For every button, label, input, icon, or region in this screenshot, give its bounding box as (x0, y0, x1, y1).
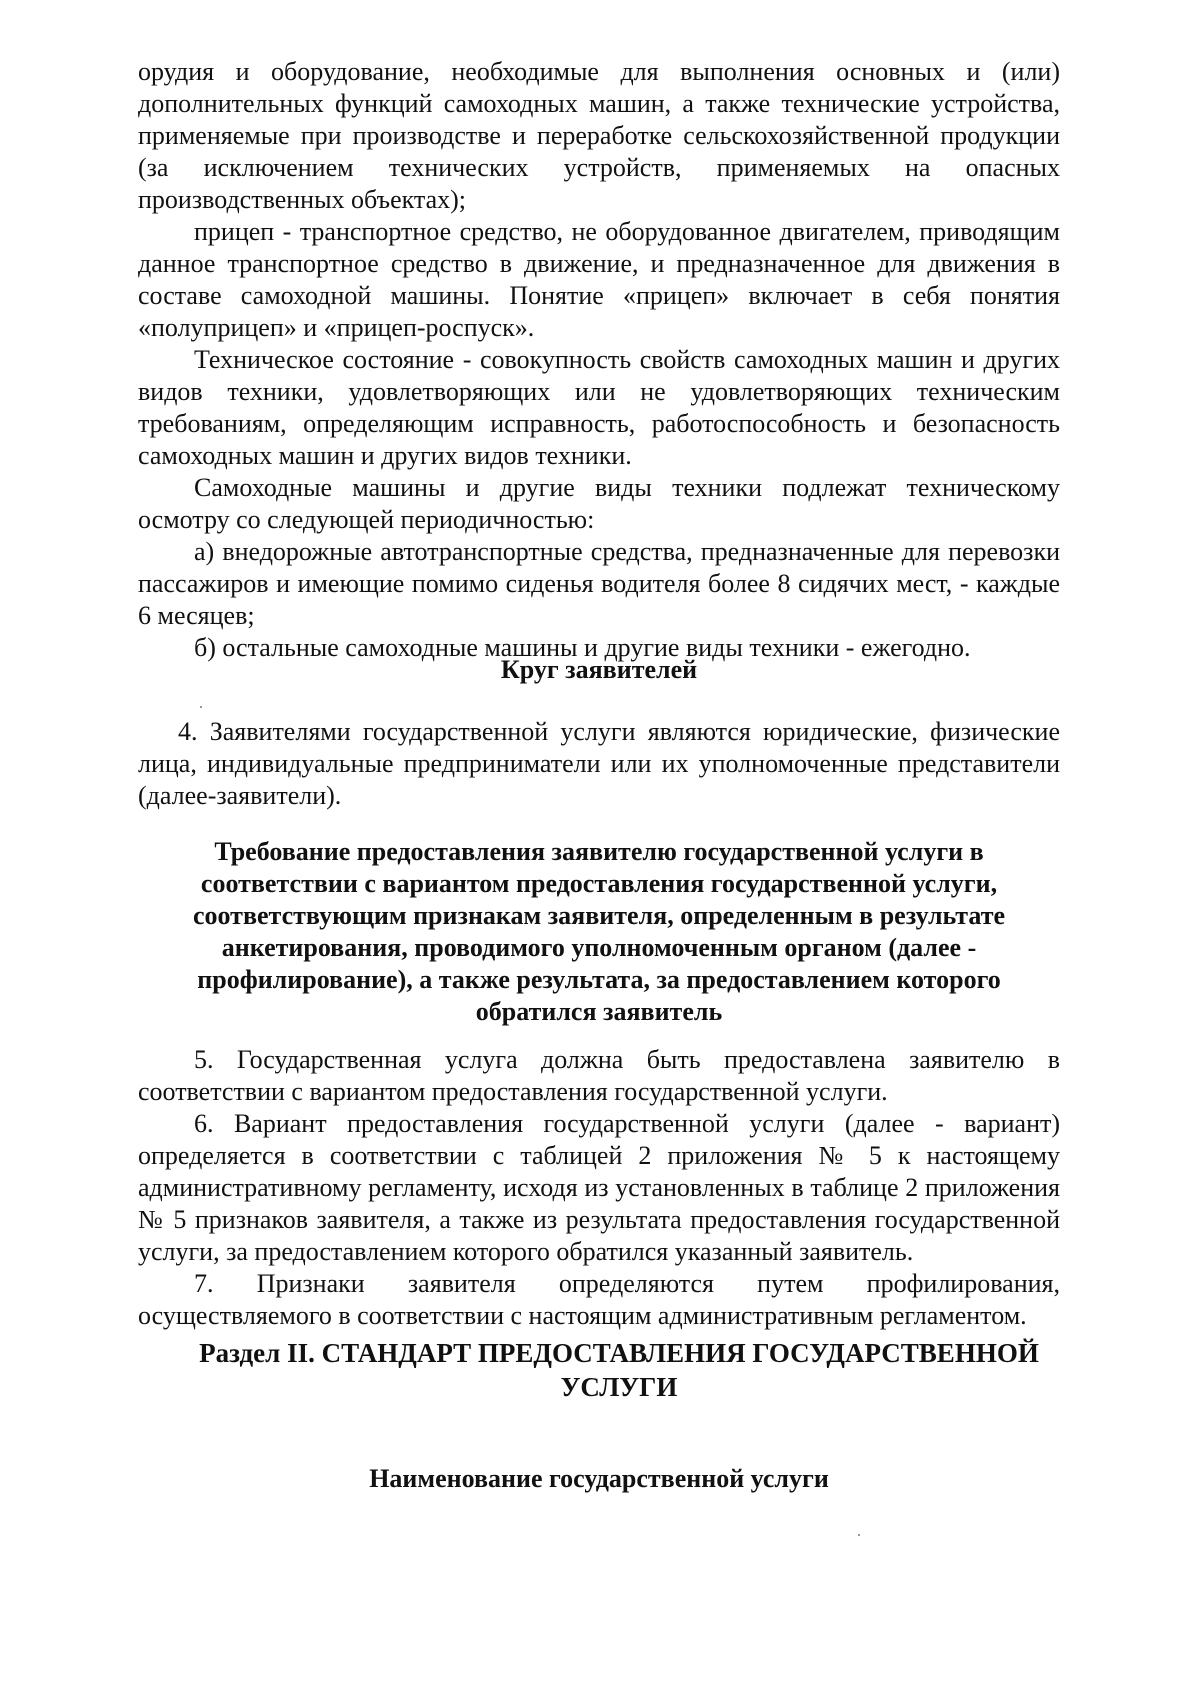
body-text-top (138, 56, 1060, 664)
paragraph-inspection-periodicity: Самоходные машины и другие виды техники подлежат техническому осмотру со следующей периодичностью: (138, 473, 1060, 534)
heading-section-2: Раздел II. СТАНДАРТ ПРЕДОСТАВЛЕНИЯ ГОСУДАРСТВЕННОЙ УСЛУГИ (199, 1338, 1039, 1402)
paragraph-6: 6. Вариант предоставления государственной услуги (далее - вариант) определяется в соответствии с таблицей 2 приложения № 5 к настоящему административному регламенту, исходя из установленных в таблице 2 приложения № 5 признаков заявителя, а также из результата предоставления государственной услуги, за предоставлением которого обратился указанный заявитель. (138, 1109, 1060, 1266)
paragraph-item-a: а) внедорожные автотранспортные средства, предназначенные для перевозки пассажиров и имеющие помимо сиденья водителя более 8 сидячих мест, - каждые 6 месяцев; (138, 537, 1060, 630)
scan-speck (858, 1534, 860, 1536)
paragraph-item-b: б) остальные самоходные машины и другие виды техники - ежегодно. (194, 633, 971, 662)
scan-speck (200, 706, 202, 708)
body-text-variants (138, 1044, 1060, 1332)
paragraph-7: 7. Признаки заявителя определяются путем профилирования, осуществляемого в соответствии с настоящим административным регламентом. (138, 1269, 1060, 1330)
heading-service-name: Наименование государственной услуги (369, 1464, 829, 1493)
paragraph-technical-state-definition: Техническое состояние - совокупность свойств самоходных машин и других видов техники, удовлетворяющих или не удовлетворяющих техническим требованиям, определяющим исправность, работоспособность и безопасность самоходных машин и других видов техники. (138, 345, 1060, 470)
paragraph-5: 5. Государственная услуга должна быть предоставлена заявителю в соответствии с вариантом предоставления государственной услуги. (138, 1045, 1060, 1106)
heading-applicants: Круг заявителей (500, 655, 698, 684)
body-text-applicants (138, 716, 1060, 812)
paragraph-4: 4. Заявителями государственной услуги являются юридические, физические лица, индивидуальные предприниматели или их уполномоченные представители (далее-заявители). (138, 717, 1060, 810)
paragraph-intro: орудия и оборудование, необходимые для выполнения основных и (или) дополнительных функций самоходных машин, а также технические устройства, применяемые при производстве и переработке сельскохозяйственной продукции (за исключением технических устройств, применяемых на опасных производственных объектах); (138, 57, 1060, 214)
paragraph-trailer-definition: прицеп - транспортное средство, не оборудованное двигателем, приводящим данное транспортное средство в движение, и предназначенное для движения в составе самоходной машины. Понятие «прицеп» включает в себя понятия «полуприцеп» и «прицеп-роспуск». (138, 217, 1060, 342)
heading-requirement: Требование предоставления заявителю государственной услуги в соответствии с вариантом предоставления государственной услуги, соответствующим признакам заявителя, определенным в результате анкетирования, проводимого уполномоченным органом (далее - профилирование), а также результата, за предоставлением которого обратился заявитель (192, 837, 1006, 1026)
